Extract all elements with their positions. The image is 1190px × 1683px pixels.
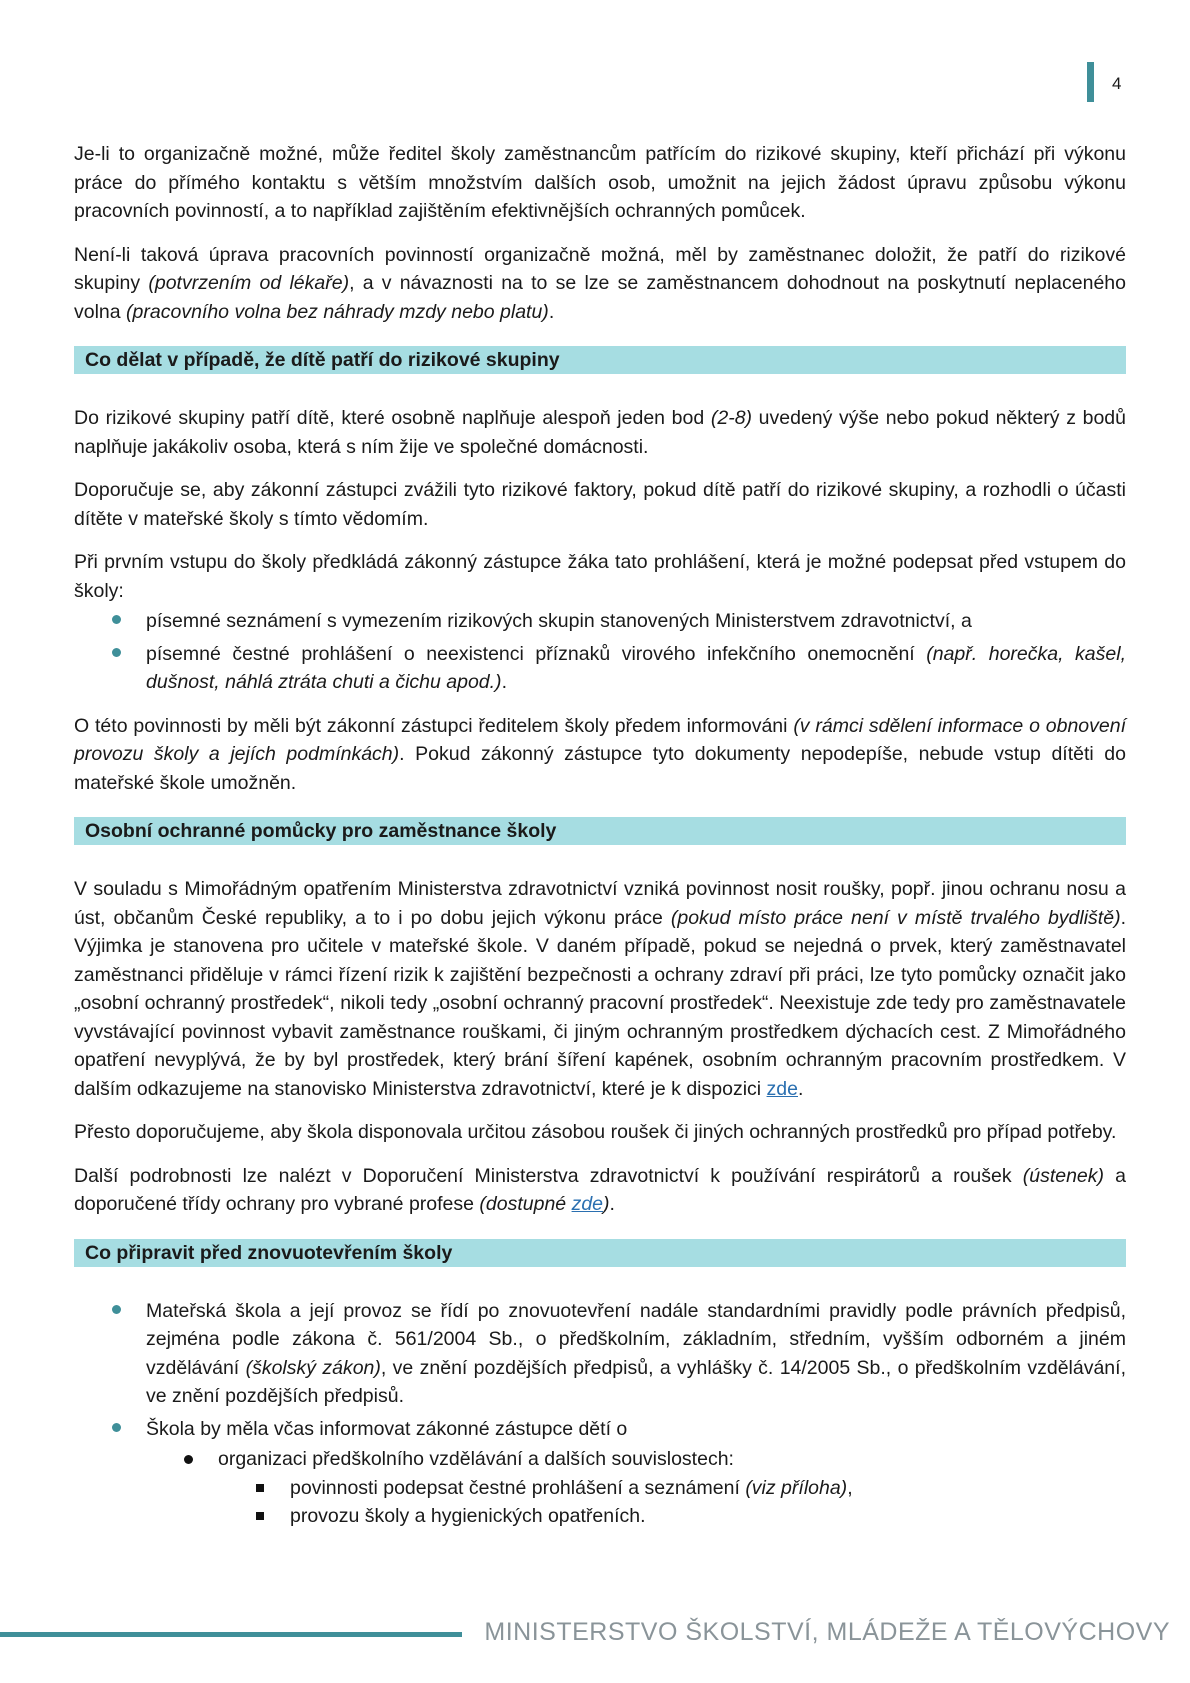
text: Není-li taková úprava pracovních povinností organizačně možná, měl by zaměstnanec doložit, že patří do rizikové skupiny [74,243,1126,294]
list-item [74,1297,1126,1411]
bullet-list [74,607,1126,697]
bullet-icon [112,648,121,657]
italic-text: (pracovního volna bez náhrady mzdy nebo platu) [126,300,549,323]
paragraph [74,875,1126,1103]
text: uvedený výše nebo pokud některý z bodů naplňuje jakákoliv osoba, která s ním žije ve společné domácnosti. [74,407,1126,458]
italic-text: (školský zákon) [245,1356,381,1379]
section-heading-protective-equipment: Osobní ochranné pomůcky pro zaměstnance školy [74,817,1126,845]
text: . [609,1193,615,1215]
text: O této povinnosti by měli být zákonní zástupci ředitelem školy předem informováni [74,714,794,737]
italic-text: (2-8) [710,407,753,429]
text: Přesto doporučujeme, aby škola disponovala určitou zásobou roušek či jiných ochranných prostředků pro případ potřeby. [74,1121,1117,1143]
list-item [218,1502,1126,1531]
text: a doporučené třídy ochrany pro vybrané profese [74,1164,1126,1215]
footer-ministry-name: MINISTERSTVO ŠKOLSTVÍ, MLÁDEŽE A TĚLOVÝCHOVY [484,1618,1170,1646]
italic-text: (ústenek) [1022,1164,1105,1187]
text: . [548,300,555,323]
footer-accent-bar [0,1632,462,1637]
paragraph [74,241,1126,327]
italic-text: (v rámci sdělení informace o obnovení provozu školy a jejích podmínkách) [74,714,1126,765]
section-heading-before-reopening: Co připravit před znovuotevřením školy [74,1239,1126,1267]
paragraph [74,712,1126,798]
italic-text: (např. horečka, kašel, dušnost, náhlá ztráta chuti a čichu apod.) [146,642,1126,693]
paragraph [74,548,1126,605]
text: . [501,671,507,693]
list-item [74,607,1126,636]
italic-text: (dostupné [479,1193,572,1215]
link-zde[interactable]: zde [766,1077,798,1100]
text: , a v návaznosti na to se lze se zaměstnancem dohodnout na poskytnutí neplaceného volna [74,272,1126,323]
text: písemné seznámení s vymezením rizikových skupin stanovených Ministerstvem zdravotnictví, a [146,610,972,632]
italic-text: (viz příloha) [745,1476,848,1499]
text: . [798,1077,804,1100]
section-heading-risk-child: Co dělat v případě, že dítě patří do rizikové skupiny [74,346,1126,374]
paragraph [74,1118,1126,1147]
italic-text: (potvrzením od lékaře) [148,272,350,294]
bullet-list [74,1297,1126,1531]
text: . Výjimka je stanovena pro učitele v mateřské škole. V daném případě, pokud se nejedná o prvek, který zaměstnavatel zaměstnanci přiděluje v rámci řízení rizik k zajištění bezpečnosti a ochrany zdraví při práci, lze tyto pomůcky označit jako „osobní ochranný prostředek“, nikoli tedy „osobní ochranný pracovní prostředek“. Neexistuje zde tedy pro zaměstnavatele vyvstávající povinnost vybavit zaměstnance rouškami, či jiným ochranným prostředkem dýchacích cest. Z Mimořádného opatření nevyplývá, že by byl prostředek, který brání šíření kapének, osobním ochranným pracovním prostředkem. V dalším odkazujeme na stanovisko Ministerstva zdravotnictví, které je k dispozici [74,906,1126,1100]
text: písemné čestné prohlášení o neexistenci příznaků virového infekčního onemocnění [146,642,927,665]
sub-list [146,1445,1126,1531]
text: organizaci předškolního vzdělávání a dalších souvislostech: [218,1448,734,1470]
page-number-accent-bar [1087,62,1094,102]
text: Škola by měla včas informovat zákonné zástupce dětí o [146,1417,628,1440]
text: Doporučuje se, aby zákonní zástupci zvážili tyto rizikové faktory, pokud dítě patří do rizikové skupiny, a rozhodli o účasti dítěte v mateřské školy s tímto vědomím. [74,479,1126,530]
text: Při prvním vstupu do školy předkládá zákonný zástupce žáka tato prohlášení, která je možné podepsat před vstupem do školy: [74,551,1126,602]
text: V souladu s Mimořádným opatřením Ministerstva zdravotnictví vzniká povinnost nosit roušky, popř. jinou ochranu nosu a úst, občanům České republiky, a to i po dobu jejich výkonu práce [74,878,1126,929]
list-item [74,1415,1126,1531]
page-number: 4 [1112,74,1122,93]
text: Do rizikové skupiny patří dítě, které osobně naplňuje alespoň jeden bod [74,407,711,429]
italic-text: ) [603,1193,610,1215]
text: Mateřská škola a její provoz se řídí po znovuotevření nadále standardními pravidly podle právních předpisů, zejména podle zákona č. 561/2004 Sb., o předškolním, základním, středním, vyšším odborném a jiném vzdělávání [146,1299,1126,1379]
text: povinnosti podepsat čestné prohlášení a seznámení [290,1476,746,1499]
italic-link-text[interactable]: zde [571,1193,604,1215]
list-item [218,1474,1126,1503]
text: . Pokud zákonný zástupce tyto dokumenty nepodepíše, nebude vstup dítěti do mateřské školе umožněn. [74,743,1126,794]
bullet-icon [112,1423,121,1432]
sub-sub-list [218,1474,1126,1531]
paragraph [74,404,1126,461]
text: provozu školy a hygienických opatřeních. [290,1505,646,1527]
bullet-icon [184,1455,193,1464]
text: , ve znění pozdějších předpisů, a vyhlášky č. 14/2005 Sb., o předškolním vzdělávání, ve znění pozdějších předpisů. [146,1356,1126,1407]
text: Další podrobnosti lze nalézt v Doporučení Ministerstva zdravotnictví k používání respirátorů a roušek [74,1164,1023,1187]
bullet-icon [112,615,121,624]
list-item [74,640,1126,697]
square-bullet-icon [256,1484,264,1492]
document-content [74,140,1126,1546]
paragraph [74,1162,1126,1219]
italic-text: (pokud místo práce není v místě trvalého bydliště) [670,906,1121,929]
square-bullet-icon [256,1512,264,1520]
list-item [146,1445,1126,1531]
bullet-icon [112,1305,121,1314]
paragraph [74,476,1126,533]
paragraph [74,140,1126,226]
text: , [847,1476,853,1499]
link-zde[interactable] [572,1193,603,1215]
paragraph-text: Je-li to organizačně možné, může ředitel školy zaměstnancům patřícím do rizikové skupiny, kteří přichází při výkonu práce do přímého kontaktu s větším množstvím dalších osob, umožnit na jejich žádost úpravu způsobu výkonu pracovních povinností, a to například zajištěním efektivnějších ochranných pomůcek. [74,143,1126,222]
